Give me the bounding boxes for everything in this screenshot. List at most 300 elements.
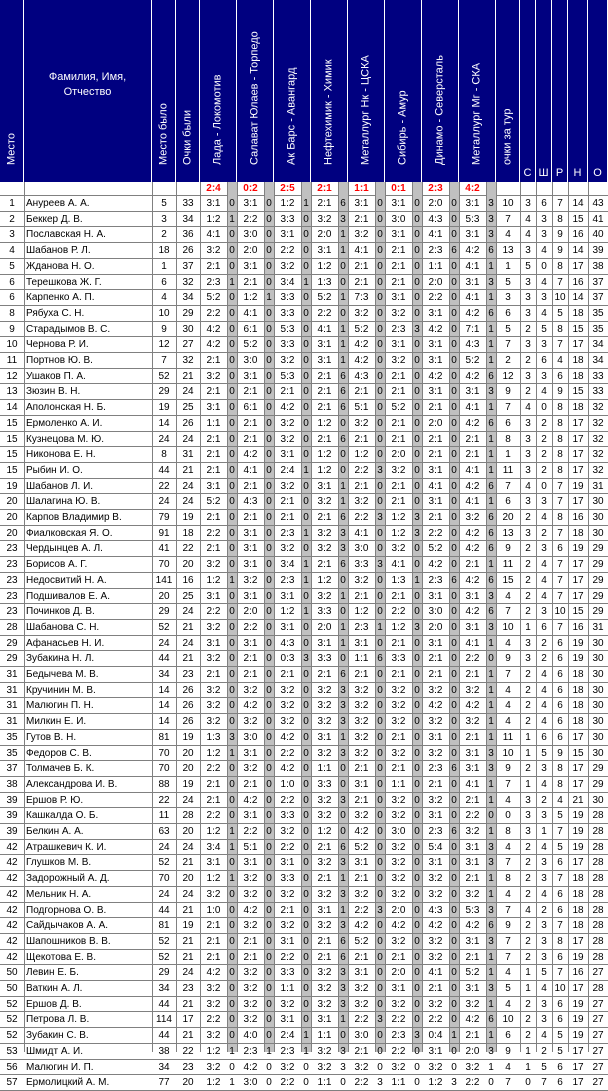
n-cell: 18 bbox=[572, 684, 584, 696]
place-cell: 23 bbox=[6, 590, 18, 602]
forecast-cell: 3:2 bbox=[206, 653, 221, 665]
sh-cell: 4 bbox=[541, 559, 547, 571]
forecast-cell: 3:1 bbox=[280, 449, 295, 461]
points-were-cell: 26 bbox=[182, 417, 194, 429]
forecast-points-cell: 0 bbox=[414, 920, 420, 932]
forecast-cell: 2:2 bbox=[243, 213, 258, 225]
forecast-points-cell: 0 bbox=[266, 260, 272, 272]
place-was-cell: 77 bbox=[158, 1077, 170, 1089]
forecast-cell: 2:1 bbox=[428, 512, 443, 523]
forecast-cell: 2:1 bbox=[428, 402, 443, 414]
forecast-points-cell: 0 bbox=[451, 355, 457, 366]
column-divider bbox=[227, 182, 228, 1052]
forecast-points-cell: 0 bbox=[266, 841, 272, 853]
header-match-3-label: Нефтехимик - Химик bbox=[322, 59, 335, 165]
forecast-cell: 4:3 bbox=[354, 370, 369, 382]
forecast-points-cell: 0 bbox=[266, 904, 272, 916]
o-cell: 29 bbox=[592, 543, 604, 555]
forecast-points-cell: 1 bbox=[488, 731, 494, 743]
sh-cell: 2 bbox=[541, 904, 547, 916]
place-was-cell: 63 bbox=[158, 826, 170, 837]
forecast-cell: 3:4 bbox=[280, 276, 295, 288]
place-cell: 39 bbox=[6, 794, 18, 806]
forecast-points-cell: 3 bbox=[488, 763, 494, 775]
n-cell: 17 bbox=[572, 935, 584, 947]
tour-points-cell: 3 bbox=[505, 292, 511, 304]
points-were-cell: 36 bbox=[182, 229, 194, 241]
s-cell: 4 bbox=[525, 402, 531, 414]
column-divider bbox=[486, 182, 487, 1052]
o-cell: 27 bbox=[592, 1030, 604, 1042]
forecast-points-cell: 0 bbox=[414, 386, 420, 398]
forecast-points-cell: 6 bbox=[488, 480, 494, 492]
forecast-cell: 4:2 bbox=[465, 307, 480, 319]
sh-cell: 3 bbox=[541, 810, 547, 822]
forecast-cell: 2:2 bbox=[354, 464, 369, 476]
forecast-points-cell: 0 bbox=[414, 355, 420, 366]
s-cell: 3 bbox=[525, 245, 531, 257]
name-cell: Щекотова Е. В. bbox=[26, 951, 97, 963]
place-was-cell: 6 bbox=[161, 276, 167, 288]
sh-cell: 2 bbox=[541, 794, 547, 806]
forecast-points-cell: 0 bbox=[266, 716, 272, 728]
forecast-cell: 4:2 bbox=[465, 480, 480, 492]
forecast-cell: 2:1 bbox=[206, 449, 221, 461]
tour-points-cell: 11 bbox=[502, 731, 514, 743]
forecast-points-cell: 0 bbox=[303, 245, 309, 257]
forecast-points-cell: 0 bbox=[377, 935, 383, 947]
place-was-cell: 38 bbox=[158, 1045, 170, 1057]
name-cell: Ушаков П. А. bbox=[26, 370, 86, 382]
s-cell: 3 bbox=[525, 198, 531, 209]
forecast-points-cell: 0 bbox=[451, 198, 457, 209]
forecast-points-cell: 3 bbox=[303, 653, 309, 665]
forecast-cell: 2:1 bbox=[354, 260, 369, 272]
column-divider bbox=[496, 182, 497, 1052]
o-cell: 33 bbox=[592, 386, 604, 398]
sh-cell: 5 bbox=[541, 967, 547, 979]
s-cell: 2 bbox=[525, 590, 531, 602]
forecast-cell: 5:2 bbox=[354, 841, 369, 853]
forecast-cell: 3:1 bbox=[465, 983, 480, 994]
forecast-cell: 3:1 bbox=[465, 857, 480, 869]
s-cell: 3 bbox=[525, 292, 531, 304]
forecast-cell: 3:2 bbox=[391, 543, 406, 555]
s-cell: 3 bbox=[525, 370, 531, 382]
points-were-cell: 34 bbox=[182, 292, 194, 304]
column-divider bbox=[264, 182, 265, 1052]
r-cell: 8 bbox=[557, 464, 563, 476]
points-were-cell: 19 bbox=[182, 778, 194, 790]
forecast-points-cell: 3 bbox=[377, 904, 383, 916]
forecast-cell: 3:2 bbox=[206, 684, 221, 696]
place-was-cell: 70 bbox=[158, 763, 170, 775]
s-cell: 3 bbox=[525, 653, 531, 665]
forecast-cell: 4:1 bbox=[428, 480, 443, 492]
place-cell: 5 bbox=[9, 260, 15, 272]
forecast-points-cell: 0 bbox=[266, 370, 272, 382]
forecast-cell: 5:3 bbox=[465, 904, 480, 916]
forecast-points-cell: 0 bbox=[229, 559, 235, 571]
s-cell: 1 bbox=[525, 778, 531, 790]
r-cell: 6 bbox=[557, 904, 563, 916]
forecast-cell: 4:2 bbox=[280, 731, 295, 743]
forecast-cell: 3:2 bbox=[317, 967, 332, 979]
forecast-cell: 1:2 bbox=[206, 574, 221, 586]
forecast-cell: 2:1 bbox=[354, 213, 369, 225]
forecast-cell: 3:0 bbox=[354, 543, 369, 555]
r-cell: 9 bbox=[557, 747, 563, 759]
forecast-points-cell: 0 bbox=[229, 967, 235, 979]
forecast-points-cell: 0 bbox=[266, 684, 272, 696]
forecast-points-cell: 0 bbox=[229, 810, 235, 822]
forecast-cell: 3:1 bbox=[243, 590, 258, 602]
forecast-points-cell: 0 bbox=[451, 920, 457, 932]
name-cell: Починков Д. В. bbox=[26, 606, 95, 618]
forecast-points-cell: 0 bbox=[414, 700, 420, 712]
r-cell: 7 bbox=[557, 967, 563, 979]
forecast-cell: 3:2 bbox=[391, 873, 406, 885]
forecast-points-cell: 1 bbox=[229, 747, 235, 759]
name-cell: Левин Е. Б. bbox=[26, 967, 79, 979]
forecast-points-cell: 0 bbox=[377, 1061, 383, 1073]
s-cell: 1 bbox=[525, 747, 531, 759]
name-cell: Зубакин С. В. bbox=[26, 1030, 89, 1042]
forecast-points-cell: 6 bbox=[340, 559, 346, 571]
forecast-points-cell: 3 bbox=[488, 213, 494, 225]
header-s bbox=[520, 0, 536, 182]
place-was-cell: 29 bbox=[158, 606, 170, 618]
o-cell: 34 bbox=[592, 355, 604, 366]
forecast-cell: 2:3 bbox=[391, 1030, 406, 1042]
forecast-points-cell: 3 bbox=[488, 857, 494, 869]
forecast-cell: 3:1 bbox=[280, 857, 295, 869]
n-cell: 19 bbox=[572, 810, 584, 822]
forecast-cell: 3:1 bbox=[243, 527, 258, 539]
header-match-2 bbox=[274, 0, 311, 182]
s-cell: 1 bbox=[525, 983, 531, 994]
forecast-points-cell: 3 bbox=[414, 1030, 420, 1042]
forecast-points-cell: 0 bbox=[229, 653, 235, 665]
forecast-cell: 3:1 bbox=[391, 198, 406, 209]
o-cell: 30 bbox=[592, 794, 604, 806]
r-cell: 8 bbox=[557, 512, 563, 523]
forecast-cell: 3:2 bbox=[354, 1061, 369, 1073]
tour-points-cell: 6 bbox=[505, 1030, 511, 1042]
forecast-cell: 3:2 bbox=[391, 307, 406, 319]
forecast-cell: 2:1 bbox=[243, 778, 258, 790]
points-were-cell: 26 bbox=[182, 684, 194, 696]
forecast-points-cell: 0 bbox=[377, 449, 383, 461]
forecast-points-cell: 0 bbox=[414, 198, 420, 209]
place-cell: 4 bbox=[9, 245, 15, 257]
forecast-cell: 2:2 bbox=[317, 307, 332, 319]
forecast-points-cell: 0 bbox=[451, 998, 457, 1010]
header-o bbox=[588, 0, 608, 182]
forecast-cell: 3:1 bbox=[317, 904, 332, 916]
forecast-points-cell: 0 bbox=[414, 747, 420, 759]
forecast-points-cell: 0 bbox=[451, 983, 457, 994]
header-match-5 bbox=[385, 0, 422, 182]
forecast-cell: 3:2 bbox=[428, 716, 443, 728]
points-were-cell: 29 bbox=[182, 307, 194, 319]
name-cell: Чердынцев А. Л. bbox=[26, 543, 103, 555]
forecast-points-cell: 3 bbox=[340, 920, 346, 932]
tour-points-cell: 1 bbox=[505, 449, 511, 461]
r-cell: 10 bbox=[554, 606, 566, 618]
forecast-cell: 3:2 bbox=[354, 684, 369, 696]
forecast-cell: 3:2 bbox=[280, 920, 295, 932]
forecast-points-cell: 6 bbox=[340, 433, 346, 445]
tour-points-cell: 4 bbox=[505, 716, 511, 728]
forecast-points-cell: 0 bbox=[340, 1077, 346, 1089]
forecast-cell: 3:1 bbox=[317, 1014, 332, 1026]
name-cell: Атрашкевич К. И. bbox=[26, 841, 107, 853]
forecast-points-cell: 1 bbox=[488, 716, 494, 728]
forecast-points-cell: 0 bbox=[229, 1061, 235, 1073]
sh-cell: 0 bbox=[541, 260, 547, 272]
n-cell: 16 bbox=[572, 621, 584, 633]
points-were-cell: 21 bbox=[182, 1030, 194, 1042]
r-cell: 6 bbox=[557, 700, 563, 712]
forecast-cell: 3:1 bbox=[206, 857, 221, 869]
forecast-points-cell: 0 bbox=[266, 810, 272, 822]
forecast-points-cell: 0 bbox=[266, 590, 272, 602]
forecast-points-cell: 0 bbox=[451, 1014, 457, 1026]
name-cell: Аполонская Н. Б. bbox=[26, 402, 106, 414]
forecast-points-cell: 3 bbox=[340, 716, 346, 728]
forecast-cell: 3:2 bbox=[243, 983, 258, 994]
forecast-points-cell: 0 bbox=[414, 433, 420, 445]
forecast-points-cell: 0 bbox=[229, 1014, 235, 1026]
forecast-points-cell: 0 bbox=[377, 669, 383, 680]
header-name-label: Фамилия, Имя, Отчество bbox=[48, 71, 127, 98]
n-cell: 18 bbox=[572, 920, 584, 932]
forecast-points-cell: 3 bbox=[414, 323, 420, 335]
forecast-cell: 3:2 bbox=[280, 700, 295, 712]
forecast-points-cell: 0 bbox=[451, 307, 457, 319]
n-cell: 16 bbox=[572, 229, 584, 241]
name-cell: Чернова Р. И. bbox=[26, 339, 89, 351]
forecast-points-cell: 0 bbox=[303, 967, 309, 979]
o-cell: 34 bbox=[592, 339, 604, 351]
name-cell: Александрова И. В. bbox=[26, 778, 118, 790]
tour-points-cell: 7 bbox=[505, 213, 511, 225]
forecast-cell: 5:2 bbox=[317, 292, 332, 304]
forecast-points-cell: 3 bbox=[488, 841, 494, 853]
forecast-cell: 2:1 bbox=[206, 951, 221, 963]
forecast-cell: 5:3 bbox=[280, 323, 295, 335]
header-name bbox=[24, 0, 152, 182]
forecast-cell: 4:0 bbox=[243, 1030, 258, 1042]
forecast-cell: 4:2 bbox=[465, 574, 480, 586]
points-were-cell: 21 bbox=[182, 621, 194, 633]
forecast-points-cell: 0 bbox=[303, 888, 309, 900]
o-cell: 39 bbox=[592, 245, 604, 257]
forecast-cell: 3:2 bbox=[391, 716, 406, 728]
forecast-cell: 5:3 bbox=[465, 213, 480, 225]
forecast-points-cell: 0 bbox=[414, 904, 420, 916]
forecast-points-cell: 0 bbox=[451, 590, 457, 602]
forecast-cell: 4:1 bbox=[465, 496, 480, 508]
forecast-points-cell: 0 bbox=[266, 386, 272, 398]
forecast-points-cell: 0 bbox=[266, 778, 272, 790]
forecast-cell: 3:2 bbox=[243, 888, 258, 900]
forecast-cell: 3:2 bbox=[206, 1030, 221, 1042]
sh-cell: 2 bbox=[541, 653, 547, 665]
forecast-points-cell: 0 bbox=[229, 857, 235, 869]
forecast-points-cell: 0 bbox=[340, 260, 346, 272]
forecast-cell: 1:2 bbox=[391, 512, 406, 523]
forecast-cell: 3:2 bbox=[391, 684, 406, 696]
forecast-points-cell: 1 bbox=[340, 245, 346, 257]
forecast-points-cell: 3 bbox=[451, 1077, 457, 1089]
forecast-points-cell: 0 bbox=[414, 590, 420, 602]
forecast-points-cell: 0 bbox=[451, 1045, 457, 1057]
forecast-points-cell: 0 bbox=[266, 669, 272, 680]
place-cell: 20 bbox=[6, 496, 18, 508]
place-was-cell: 52 bbox=[158, 857, 170, 869]
match-result-6: 2:3 bbox=[428, 183, 443, 194]
tour-points-cell: 9 bbox=[505, 543, 511, 555]
o-cell: 27 bbox=[592, 967, 604, 979]
header-r bbox=[552, 0, 568, 182]
n-cell: 19 bbox=[572, 637, 584, 649]
r-cell: 6 bbox=[557, 888, 563, 900]
forecast-points-cell: 0 bbox=[303, 826, 309, 837]
forecast-cell: 4:2 bbox=[354, 355, 369, 366]
forecast-cell: 5:3 bbox=[280, 370, 295, 382]
forecast-cell: 1:0 bbox=[280, 778, 295, 790]
n-cell: 15 bbox=[572, 747, 584, 759]
header-s-label: С bbox=[523, 167, 532, 179]
forecast-points-cell: 0 bbox=[303, 810, 309, 822]
forecast-points-cell: 0 bbox=[377, 433, 383, 445]
s-cell: 3 bbox=[525, 339, 531, 351]
points-were-cell: 34 bbox=[182, 213, 194, 225]
forecast-points-cell: 0 bbox=[229, 1030, 235, 1042]
forecast-points-cell: 6 bbox=[488, 417, 494, 429]
place-cell: 31 bbox=[6, 700, 18, 712]
tour-points-cell: 5 bbox=[505, 983, 511, 994]
forecast-points-cell: 0 bbox=[451, 260, 457, 272]
points-were-cell: 20 bbox=[182, 763, 194, 775]
place-cell: 15 bbox=[6, 433, 18, 445]
points-were-cell: 26 bbox=[182, 245, 194, 257]
forecast-points-cell: 3 bbox=[488, 983, 494, 994]
place-cell: 12 bbox=[6, 370, 18, 382]
forecast-points-cell: 0 bbox=[303, 496, 309, 508]
forecast-points-cell: 0 bbox=[414, 402, 420, 414]
forecast-cell: 3:2 bbox=[391, 935, 406, 947]
forecast-points-cell: 0 bbox=[414, 449, 420, 461]
forecast-cell: 7:1 bbox=[465, 323, 480, 335]
forecast-cell: 1:2 bbox=[206, 213, 221, 225]
forecast-points-cell: 3 bbox=[414, 527, 420, 539]
forecast-cell: 4:1 bbox=[317, 323, 332, 335]
forecast-cell: 3:1 bbox=[391, 983, 406, 994]
s-cell: 2 bbox=[525, 951, 531, 963]
forecast-points-cell: 1 bbox=[229, 841, 235, 853]
forecast-points-cell: 6 bbox=[488, 527, 494, 539]
forecast-cell: 2:0 bbox=[391, 904, 406, 916]
forecast-points-cell: 0 bbox=[229, 370, 235, 382]
o-cell: 35 bbox=[592, 323, 604, 335]
name-cell: Подгорнова О. В. bbox=[26, 904, 107, 916]
forecast-cell: 2:1 bbox=[280, 512, 295, 523]
o-cell: 37 bbox=[592, 276, 604, 288]
forecast-points-cell: 0 bbox=[377, 245, 383, 257]
forecast-cell: 3:2 bbox=[243, 873, 258, 885]
forecast-cell: 3:1 bbox=[465, 621, 480, 633]
match-result-1: 0:2 bbox=[243, 183, 258, 194]
forecast-points-cell: 0 bbox=[303, 778, 309, 790]
forecast-points-cell: 1 bbox=[303, 527, 309, 539]
forecast-cell: 1:2 bbox=[391, 527, 406, 539]
forecast-points-cell: 1 bbox=[229, 213, 235, 225]
tour-points-cell: 9 bbox=[505, 1045, 511, 1057]
forecast-points-cell: 0 bbox=[266, 339, 272, 351]
forecast-points-cell: 6 bbox=[488, 574, 494, 586]
forecast-points-cell: 0 bbox=[229, 433, 235, 445]
forecast-cell: 2:1 bbox=[206, 794, 221, 806]
forecast-points-cell: 0 bbox=[229, 307, 235, 319]
forecast-cell: 2:1 bbox=[243, 935, 258, 947]
forecast-cell: 3:2 bbox=[354, 983, 369, 994]
header-o-label: О bbox=[593, 167, 602, 179]
tour-points-cell: 4 bbox=[505, 1061, 511, 1073]
forecast-cell: 4:2 bbox=[243, 1061, 258, 1073]
tour-points-cell: 12 bbox=[502, 370, 514, 382]
tour-points-cell: 7 bbox=[505, 935, 511, 947]
forecast-cell: 2:1 bbox=[428, 983, 443, 994]
forecast-cell: 3:2 bbox=[206, 370, 221, 382]
forecast-cell: 4:2 bbox=[428, 323, 443, 335]
forecast-points-cell: 0 bbox=[303, 794, 309, 806]
forecast-cell: 2:1 bbox=[206, 512, 221, 523]
points-were-cell: 20 bbox=[182, 873, 194, 885]
s-cell: 3 bbox=[525, 464, 531, 476]
s-cell: 2 bbox=[525, 1030, 531, 1042]
forecast-points-cell: 0 bbox=[303, 684, 309, 696]
forecast-cell: 1:1 bbox=[354, 653, 369, 665]
tour-points-cell: 9 bbox=[505, 653, 511, 665]
forecast-points-cell: 1 bbox=[340, 1014, 346, 1026]
forecast-points-cell: 0 bbox=[377, 967, 383, 979]
forecast-points-cell: 6 bbox=[451, 574, 457, 586]
n-cell: 16 bbox=[572, 967, 584, 979]
place-was-cell: 14 bbox=[158, 417, 170, 429]
o-cell: 35 bbox=[592, 307, 604, 319]
forecast-points-cell: 1 bbox=[488, 449, 494, 461]
sh-cell: 5 bbox=[541, 323, 547, 335]
column-divider bbox=[520, 182, 521, 1052]
r-cell: 10 bbox=[554, 292, 566, 304]
forecast-points-cell: 0 bbox=[451, 951, 457, 963]
r-cell: 5 bbox=[557, 810, 563, 822]
sh-cell: 4 bbox=[541, 386, 547, 398]
forecast-cell: 2:1 bbox=[391, 731, 406, 743]
header-match-6-label: Динамо - Северсталь bbox=[433, 55, 446, 165]
name-cell: Петрова Л. В. bbox=[26, 1014, 90, 1026]
forecast-points-cell: 1 bbox=[229, 1077, 235, 1089]
sh-cell: 5 bbox=[541, 747, 547, 759]
sh-cell: 2 bbox=[541, 433, 547, 445]
forecast-points-cell: 0 bbox=[303, 355, 309, 366]
forecast-points-cell: 0 bbox=[229, 778, 235, 790]
forecast-points-cell: 0 bbox=[229, 669, 235, 680]
forecast-cell: 2:1 bbox=[206, 386, 221, 398]
